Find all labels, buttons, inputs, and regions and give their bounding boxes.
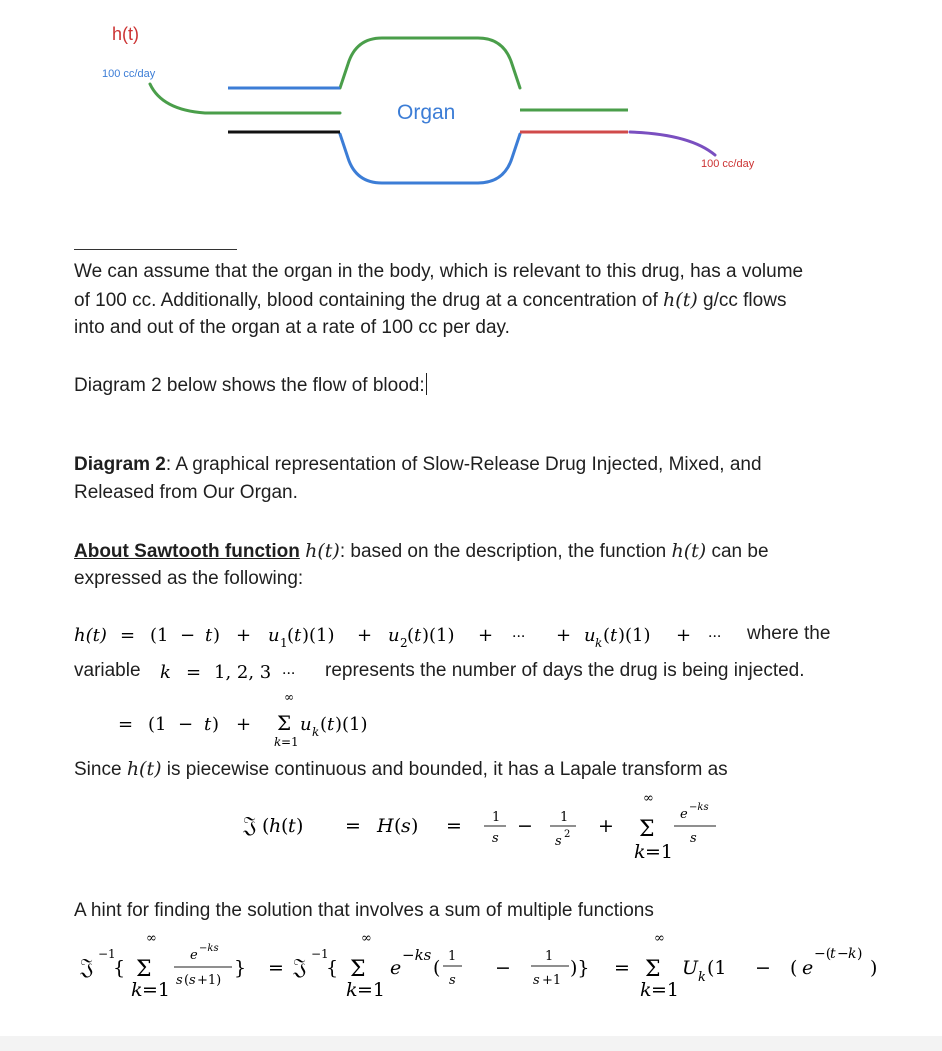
svg-text:s: s [401, 815, 411, 837]
svg-text:𝔍: 𝔍 [80, 955, 94, 980]
svg-text:k: k [312, 725, 320, 739]
svg-text:−ks: −ks [402, 946, 432, 964]
svg-text:−: − [517, 815, 533, 837]
svg-text:k: k [848, 946, 857, 962]
svg-text:u: u [300, 714, 312, 735]
para2-text: Diagram 2 below shows the flow of blood: [74, 375, 425, 396]
svg-text:): ) [411, 815, 419, 837]
caption-text: : A graphical representation of Slow-Release Drug Injected, Mixed, and [165, 454, 762, 475]
svg-text:1: 1 [448, 949, 457, 964]
para1-line2-b: g/cc flows [697, 290, 787, 311]
svg-text:): ) [857, 946, 863, 962]
svg-text:=1: =1 [142, 979, 171, 1001]
about-line1 [74, 537, 769, 566]
svg-text:(1: (1 [148, 714, 167, 735]
svg-text:t: t [288, 815, 296, 837]
organ-label: Organ [397, 101, 456, 124]
svg-text:=: = [186, 662, 202, 683]
svg-text:U: U [682, 957, 699, 979]
svg-text:{: { [326, 957, 339, 979]
svg-text:k: k [698, 970, 706, 985]
svg-text:=1: =1 [651, 979, 680, 1001]
outflow-rate-label: 100 cc/day [701, 158, 755, 170]
para1-line3: into and out of the organ at a rate of 100 cc per day. [74, 317, 510, 338]
svg-text:u: u [268, 625, 280, 646]
svg-text:(1: (1 [150, 625, 169, 646]
svg-text:−1: −1 [98, 947, 116, 961]
svg-text:e: e [390, 957, 402, 979]
svg-text:=1: =1 [357, 979, 386, 1001]
equation-inverse-laplace [0, 920, 942, 1030]
svg-text:t: t [205, 625, 213, 646]
text-cursor [426, 373, 428, 395]
svg-text:): ) [870, 957, 878, 979]
svg-text:)}: )} [570, 957, 590, 979]
svg-text:−1: −1 [311, 947, 329, 961]
hint-line: A hint for finding the solution that involves a sum of multiple functions [74, 900, 654, 921]
svg-text:(: ( [320, 714, 328, 735]
svg-text:−ks: −ks [689, 802, 709, 813]
svg-text:}: } [234, 957, 247, 979]
svg-text:): ) [213, 625, 221, 646]
organ-top-arc [340, 38, 520, 88]
svg-text:s: s [555, 834, 562, 849]
about-h-of-t: h(t) [305, 540, 340, 562]
about-text-b: can be [706, 541, 769, 562]
outflow-curve [630, 132, 715, 155]
about-line2: expressed as the following: [74, 568, 304, 589]
svg-text:−ks: −ks [199, 943, 219, 954]
svg-text:)(1): )(1) [302, 625, 335, 646]
svg-text:=: = [446, 815, 462, 837]
eq1-where: where the [747, 623, 831, 644]
svg-text:(: ( [287, 625, 295, 646]
about-sawtooth-link[interactable]: About Sawtooth function [74, 541, 300, 562]
svg-text:=1: =1 [645, 841, 674, 863]
svg-text:(1: (1 [707, 957, 727, 979]
caption-bold: Diagram 2 [74, 454, 166, 475]
svg-text:Σ: Σ [277, 711, 292, 735]
svg-text:−: − [178, 714, 194, 735]
svg-text:···: ··· [708, 629, 722, 645]
svg-text:=1: =1 [281, 735, 299, 749]
svg-text:h(t): h(t) [74, 625, 107, 646]
para1-line1: We can assume that the organ in the body, which is relevant to this drug, has a volume [74, 261, 804, 282]
svg-text:(: ( [394, 815, 402, 837]
para2[interactable] [74, 372, 427, 400]
inflow-rate-label: 100 cc/day [102, 68, 156, 80]
svg-text:∞: ∞ [284, 690, 294, 704]
svg-text:k: k [640, 979, 652, 1001]
svg-text:+: + [676, 625, 692, 646]
eq1-represents: represents the number of days the drug is being injected. [325, 660, 805, 681]
svg-text:Σ: Σ [350, 957, 366, 982]
svg-text:+: + [478, 625, 494, 646]
svg-text:s: s [176, 973, 183, 988]
svg-text:k: k [274, 735, 282, 749]
svg-text:k: k [131, 979, 143, 1001]
svg-text:k: k [160, 662, 171, 683]
svg-text:(: ( [184, 973, 190, 988]
svg-text:2: 2 [564, 829, 571, 840]
svg-text:−: − [180, 625, 196, 646]
bottom-bar [0, 1036, 942, 1051]
svg-text:+: + [236, 714, 252, 735]
svg-text:=: = [268, 957, 284, 979]
svg-text:Σ: Σ [136, 957, 152, 982]
svg-text:): ) [296, 815, 304, 837]
svg-text:(: ( [790, 957, 798, 979]
since-b: is piecewise continuous and bounded, it has a Lapale transform as [161, 759, 728, 780]
svg-text:t: t [830, 946, 836, 962]
svg-text:+: + [236, 625, 252, 646]
svg-text:=: = [120, 625, 136, 646]
svg-text:∞: ∞ [654, 931, 665, 946]
svg-text:H: H [377, 815, 394, 837]
svg-text:(: ( [262, 815, 270, 837]
svg-text:+1): +1) [197, 973, 222, 988]
svg-text:k: k [346, 979, 358, 1001]
svg-text:u: u [388, 625, 400, 646]
svg-text:∞: ∞ [146, 931, 157, 946]
since-a: Since [74, 759, 127, 780]
svg-text:s: s [189, 973, 196, 988]
svg-text:−(: −( [814, 946, 832, 962]
svg-text:2: 2 [400, 636, 408, 650]
para1-line2 [74, 286, 786, 315]
svg-text:+1: +1 [542, 973, 562, 988]
svg-text:(: ( [603, 625, 611, 646]
svg-text:(: ( [281, 815, 289, 837]
svg-text:𝔍: 𝔍 [293, 955, 307, 980]
eq1-variable: variable [74, 660, 141, 681]
svg-text:e: e [802, 957, 814, 979]
diagram-caption-line2: Released from Our Organ. [74, 482, 298, 503]
equation-laplace [0, 780, 942, 880]
svg-text:): ) [212, 714, 220, 735]
svg-text:s: s [690, 831, 697, 846]
svg-text:1: 1 [560, 810, 569, 825]
svg-text:1, 2, 3: 1, 2, 3 [214, 662, 272, 683]
svg-text:=: = [614, 957, 630, 979]
svg-text:)(1): )(1) [618, 625, 651, 646]
svg-text:1: 1 [280, 636, 288, 650]
svg-text:+: + [598, 815, 614, 837]
svg-text:u: u [584, 625, 596, 646]
svg-text:···: ··· [512, 629, 526, 645]
svg-text:−: − [755, 957, 771, 979]
svg-text:k: k [634, 841, 646, 863]
h-of-t-label: h(t) [112, 24, 139, 44]
separator [74, 249, 237, 250]
svg-text:Σ: Σ [639, 817, 655, 842]
svg-text:{: { [113, 957, 126, 979]
svg-text:(: ( [433, 957, 441, 979]
para1-h-of-t: h(t) [663, 289, 698, 311]
svg-text:t: t [414, 625, 422, 646]
about-text: : based on the description, the function [339, 541, 672, 562]
svg-text:∞: ∞ [361, 931, 372, 946]
svg-text:)(1): )(1) [422, 625, 455, 646]
svg-text:s: s [449, 973, 456, 988]
svg-text:e: e [680, 807, 688, 822]
blood-flow-diagram [0, 0, 942, 240]
svg-text:1: 1 [545, 949, 554, 964]
diagram-caption-line1 [74, 451, 762, 479]
svg-text:···: ··· [282, 666, 296, 682]
para1-line2-a: of 100 cc. Additionally, blood containing the drug at a concentration of [74, 290, 664, 311]
since-h-of-t: h(t) [126, 758, 162, 780]
svg-text:e: e [190, 948, 198, 963]
svg-text:+: + [556, 625, 572, 646]
svg-text:−: − [495, 957, 511, 979]
svg-text:)(1): )(1) [335, 714, 368, 735]
svg-text:−: − [837, 946, 849, 962]
svg-text:t: t [294, 625, 302, 646]
svg-text:+: + [357, 625, 373, 646]
svg-text:h: h [269, 815, 282, 837]
about-h-of-t-2: h(t) [671, 540, 707, 562]
svg-text:t: t [610, 625, 618, 646]
svg-text:s: s [492, 831, 499, 846]
svg-text:k: k [595, 636, 603, 650]
svg-text:1: 1 [492, 810, 501, 825]
svg-text:𝔍: 𝔍 [243, 813, 257, 838]
svg-text:(: ( [407, 625, 415, 646]
svg-text:t: t [204, 714, 212, 735]
svg-text:s: s [533, 973, 540, 988]
svg-text:=: = [345, 815, 361, 837]
organ-bottom-arc [340, 134, 520, 183]
svg-text:t: t [327, 714, 335, 735]
svg-text:Σ: Σ [645, 957, 661, 982]
svg-text:=: = [118, 714, 134, 735]
svg-text:∞: ∞ [643, 791, 654, 806]
